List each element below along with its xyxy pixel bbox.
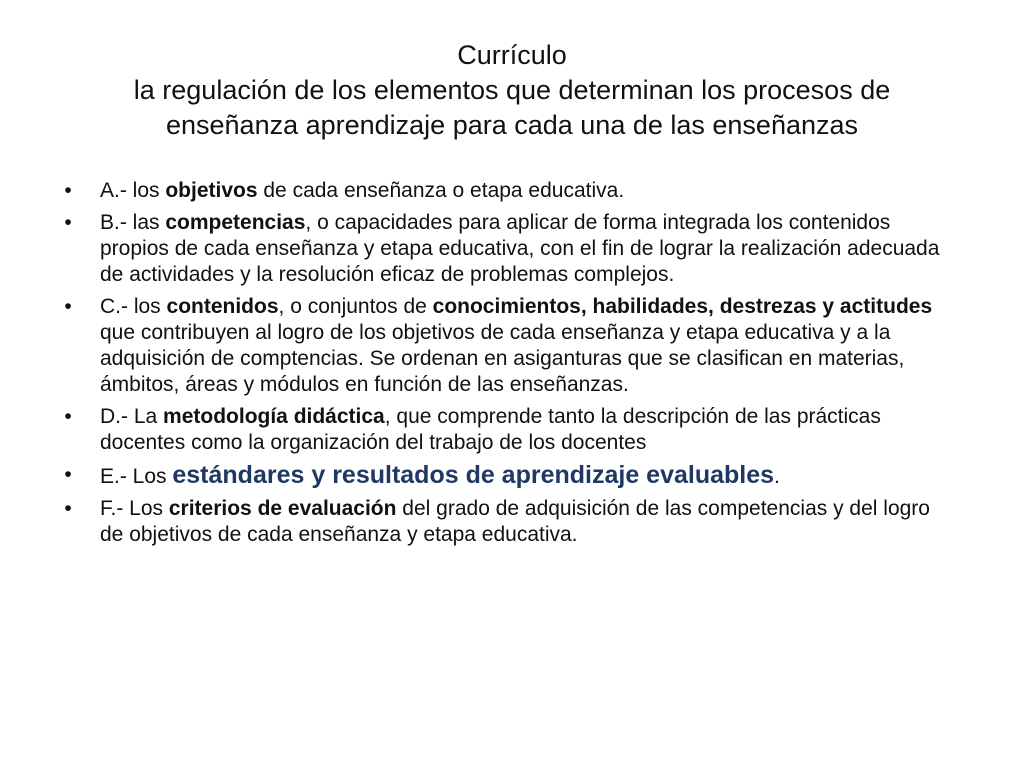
- bullet-item-a: [58, 178, 958, 204]
- bullet-c-keyword-2: conocimientos, habilidades, destrezas y actitudes: [432, 295, 933, 318]
- title-line-1: Currículo: [457, 40, 567, 70]
- bullet-b-seg-0: B.- las: [100, 211, 166, 234]
- bullet-item-d: [58, 404, 958, 456]
- bullet-d-text: [100, 405, 881, 454]
- bullet-c-text: [100, 295, 932, 396]
- bullet-f-seg-2: del grado de adquisición de las competencias y del logro de objetivos de cada enseñanza y etapa educativa.: [100, 497, 930, 546]
- bullet-e-keyword: estándares y resultados de aprendizaje evaluables: [172, 461, 775, 489]
- bullet-c-seg-2: , o conjuntos de: [278, 295, 433, 318]
- bullet-item-f: [58, 496, 958, 548]
- bullet-d-seg-2: , que comprende tanto la descripción de las prácticas docentes como la organización del trabajo de los docentes: [100, 405, 881, 454]
- bullet-c-seg-0: C.- los: [100, 295, 167, 318]
- bullet-a-seg-0: A.- los: [100, 179, 166, 202]
- bullet-a-seg-2: de cada enseñanza o etapa educativa.: [257, 179, 625, 202]
- title-line-2: la regulación de los elementos que determinan los procesos de: [133, 75, 891, 105]
- bullet-b-keyword: competencias: [165, 211, 306, 234]
- bullet-f-text: [100, 497, 930, 546]
- bullet-icon: •: [64, 295, 72, 318]
- bullet-e-seg-0: E.- Los: [100, 465, 173, 488]
- bullet-item-c: [58, 294, 958, 398]
- bullet-d-seg-0: D.- La: [100, 405, 164, 428]
- bullet-item-b: [58, 210, 958, 288]
- bullet-c-keyword: contenidos: [166, 295, 279, 318]
- title-line-3: enseñanza aprendizaje para cada una de las enseñanzas: [165, 110, 859, 140]
- bullet-item-e: [58, 462, 958, 490]
- bullet-icon: •: [64, 497, 72, 520]
- bullet-icon: •: [64, 463, 72, 486]
- bullet-b-seg-2: , o capacidades para aplicar de forma integrada los contenidos propios de cada enseñanza y etapa educativa, con el fin de lograr la realización adecuada de actividades y la resolución eficaz de problemas complejos.: [100, 211, 940, 286]
- bullet-a-keyword: objetivos: [165, 179, 258, 202]
- bullet-b-text: [100, 211, 939, 286]
- bullet-e-text: [100, 461, 780, 489]
- bullet-d-keyword: metodología didáctica: [163, 405, 385, 428]
- bullet-icon: •: [64, 211, 72, 234]
- bullet-c-seg-4: que contribuyen al logro de los objetivos de cada enseñanza y etapa educativa y a la adquisición de comptencias. Se ordenan en asiganturas que se clasifican en materias, ámbitos, áreas y módulos en función de las enseñanzas.: [100, 321, 905, 396]
- bullet-f-keyword: criterios de evaluación: [168, 497, 397, 520]
- bullet-icon: •: [64, 179, 72, 202]
- bullet-icon: •: [64, 405, 72, 428]
- slide-title: [40, 38, 984, 143]
- bullet-e-seg-2: .: [774, 465, 780, 488]
- bullet-list: [58, 178, 958, 554]
- bullet-f-seg-0: F.- Los: [100, 497, 169, 520]
- bullet-a-text: [100, 179, 624, 202]
